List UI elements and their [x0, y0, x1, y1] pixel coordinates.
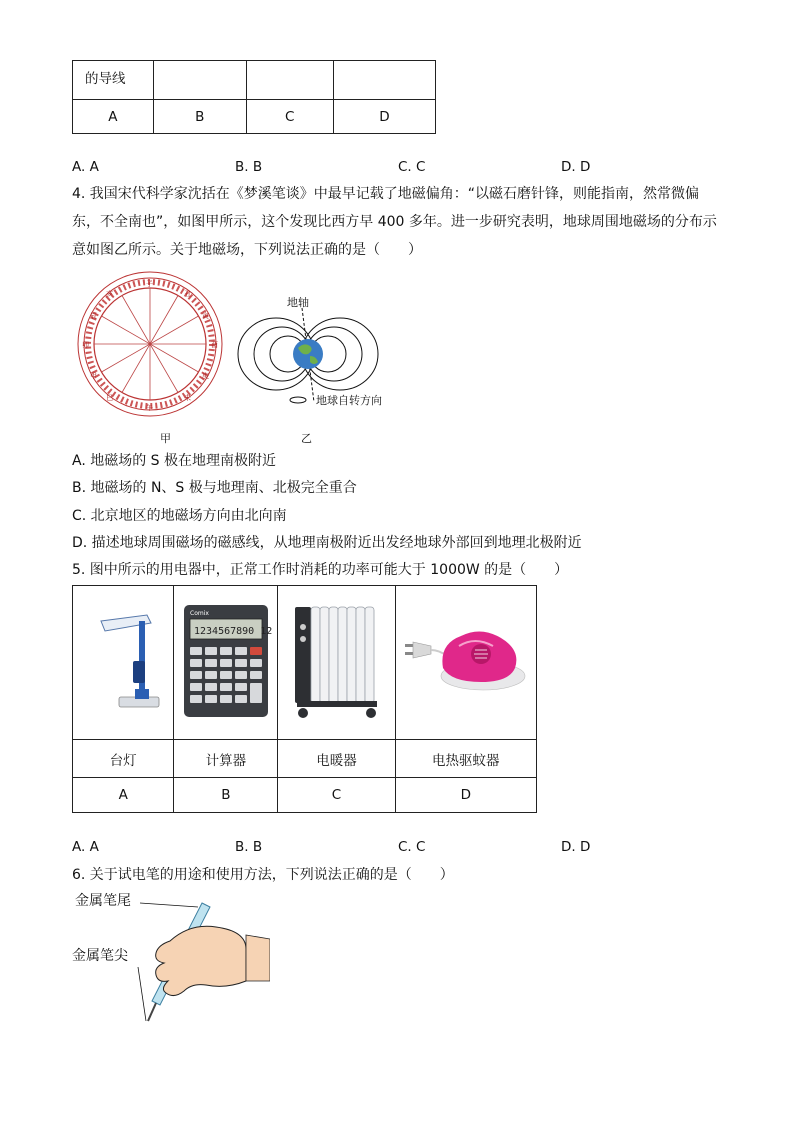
calculator-image-cell — [174, 586, 278, 740]
appliance-letter: D — [395, 778, 536, 813]
q4-stem-line3: 意如图乙所示。关于地磁场，下列说法正确的是（ ） — [72, 242, 422, 258]
q3-cell — [153, 61, 246, 100]
test-pen-figure — [110, 895, 270, 1030]
svg-text:未: 未 — [184, 394, 191, 402]
option-b[interactable]: B. B — [235, 839, 263, 855]
appliance-name: 台灯 — [73, 740, 174, 778]
option-a[interactable]: A. A — [72, 839, 99, 855]
q4-choice-a[interactable]: A. 地磁场的 S 极在地理南极附近 — [72, 453, 277, 469]
q4-stem-line1: 4. 我国宋代科学家沈括在《梦溪笔谈》中最早记载了地磁偏角：“以磁石磨针锋，则能指南，然常微偏 — [72, 186, 700, 202]
q3-cell: 的导线 — [73, 61, 154, 100]
option-b[interactable]: B. B — [235, 159, 263, 175]
appliance-name: 计算器 — [174, 740, 278, 778]
appliance-letter: C — [278, 778, 395, 813]
q5-table — [72, 585, 537, 813]
svg-text:丑: 丑 — [184, 290, 191, 298]
svg-text:午: 午 — [146, 404, 153, 412]
label-metal-tail: 金属笔尾 — [75, 893, 131, 909]
figure-jia-label: 甲 — [160, 432, 171, 445]
svg-text:巳: 巳 — [106, 394, 113, 402]
calculator-brand: Comix — [189, 609, 209, 617]
mosquito-repeller-image-cell — [395, 586, 536, 740]
mosquito-repeller-image — [401, 606, 531, 716]
q6-stem: 6. 关于试电笔的用途和使用方法，下列说法正确的是（ ） — [72, 867, 454, 883]
appliance-name: 电热驱蚊器 — [395, 740, 536, 778]
q5-stem: 5. 图中所示的用电器中，正常工作时消耗的功率可能大于 1000W 的是（ ） — [72, 562, 569, 578]
q5-options — [72, 839, 752, 855]
appliance-letter: B — [174, 778, 278, 813]
desk-lamp-image — [83, 601, 163, 721]
option-d[interactable]: D. D — [561, 159, 591, 175]
q4-choice-d[interactable]: D. 描述地球周围磁场的磁感线，从地理南极附近出发经地球外部回到地理北极附近 — [72, 535, 582, 551]
q3-cell: A — [73, 100, 154, 134]
appliance-name: 电暖器 — [278, 740, 395, 778]
q3-options — [72, 159, 752, 175]
calculator-display: 1234567890 12 — [193, 625, 273, 637]
svg-text:甲: 甲 — [90, 372, 97, 380]
rotation-label: 地球自转方向 — [316, 394, 382, 407]
svg-text:子: 子 — [146, 280, 153, 288]
q3-cell: B — [153, 100, 246, 134]
q3-cell — [333, 61, 435, 100]
heater-image-cell — [278, 586, 395, 740]
appliance-letter: A — [73, 778, 174, 813]
q3-cell: C — [246, 100, 333, 134]
q4-stem-line2: 东，不全南也”，如图甲所示，这个发现比西方早 400 多年。进一步研究表明，地球周围地磁场的分布示 — [72, 214, 717, 230]
svg-text:寅: 寅 — [202, 312, 209, 320]
option-d[interactable]: D. D — [561, 839, 591, 855]
q3-table — [72, 60, 436, 134]
label-metal-tip: 金属笔尖 — [72, 948, 128, 964]
figure-yi-label: 乙 — [301, 432, 312, 445]
q3-cell: D — [333, 100, 435, 134]
svg-text:庚: 庚 — [202, 372, 209, 380]
calculator-image — [178, 601, 274, 721]
q3-cell — [246, 61, 333, 100]
svg-text:卯: 卯 — [82, 341, 89, 349]
svg-text:亥: 亥 — [106, 290, 113, 298]
compass-rose-figure — [76, 270, 224, 418]
lamp-image-cell — [73, 586, 174, 740]
svg-text:辰: 辰 — [90, 312, 97, 320]
oil-heater-image — [287, 597, 387, 725]
option-a[interactable]: A. A — [72, 159, 99, 175]
option-c[interactable]: C. C — [398, 839, 426, 855]
svg-text:酉: 酉 — [211, 341, 218, 349]
option-c[interactable]: C. C — [398, 159, 426, 175]
q4-choice-c[interactable]: C. 北京地区的地磁场方向由北向南 — [72, 508, 287, 524]
q4-choice-b[interactable]: B. 地磁场的 N、S 极与地理南、北极完全重合 — [72, 480, 357, 496]
axis-label: 地轴 — [287, 296, 309, 309]
